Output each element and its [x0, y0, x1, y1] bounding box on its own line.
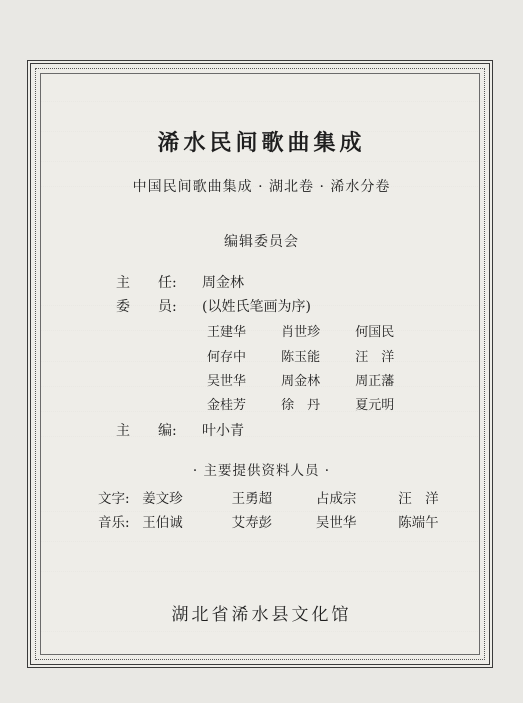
publisher-name: 湖北省浠水县文化馆 — [171, 605, 352, 625]
members-note: (以姓氏笔画为序) — [202, 299, 311, 315]
music-contributors-row — [98, 511, 439, 531]
members-line-3 — [207, 370, 394, 389]
committee-heading: 编辑委员会 — [224, 234, 299, 250]
book-title: 浠水民间歌曲集成 — [157, 130, 366, 156]
editor-name: 叶小青 — [202, 423, 244, 439]
editor-label: 主 编: — [116, 423, 177, 439]
members-line-1 — [207, 321, 394, 340]
series-subtitle: 中国民间歌曲集成 · 湖北卷 · 浠水分卷 — [132, 179, 391, 195]
text-contributors-row — [98, 487, 439, 507]
contributor-name: 汪 洋 — [398, 491, 439, 507]
text-contributors-label: 文字: — [98, 491, 130, 507]
music-contributors-label: 音乐: — [98, 515, 130, 531]
contributor-name: 王勇超 — [231, 491, 273, 507]
contributor-name: 占成宗 — [315, 491, 357, 507]
member-name: 吴世华 — [207, 374, 247, 389]
members-label: 委 员: — [116, 299, 177, 315]
director-name: 周金林 — [202, 275, 244, 291]
contributor-name: 王伯诚 — [142, 515, 183, 531]
members-line-2 — [207, 346, 394, 365]
members-line-4 — [207, 394, 394, 413]
contributor-name: 吴世华 — [315, 515, 357, 531]
contributor-name: 陈端午 — [398, 515, 439, 531]
member-name: 何国民 — [355, 325, 395, 340]
member-name: 金桂芳 — [207, 398, 247, 413]
member-name: 汪 洋 — [355, 350, 395, 365]
contributor-name: 姜文珍 — [142, 491, 183, 507]
contributor-name: 艾寿彭 — [231, 515, 273, 531]
member-name: 王建华 — [207, 325, 247, 340]
member-name: 徐 丹 — [281, 398, 321, 413]
member-name: 陈玉能 — [281, 350, 321, 365]
member-name: 肖世珍 — [281, 325, 321, 340]
director-label: 主 任: — [116, 275, 177, 291]
contributors-heading: · 主要提供资料人员 · — [192, 463, 331, 479]
member-name: 夏元明 — [355, 398, 395, 413]
member-name: 何存中 — [207, 350, 247, 365]
member-name: 周正藩 — [355, 374, 395, 389]
member-name: 周金林 — [281, 374, 321, 389]
